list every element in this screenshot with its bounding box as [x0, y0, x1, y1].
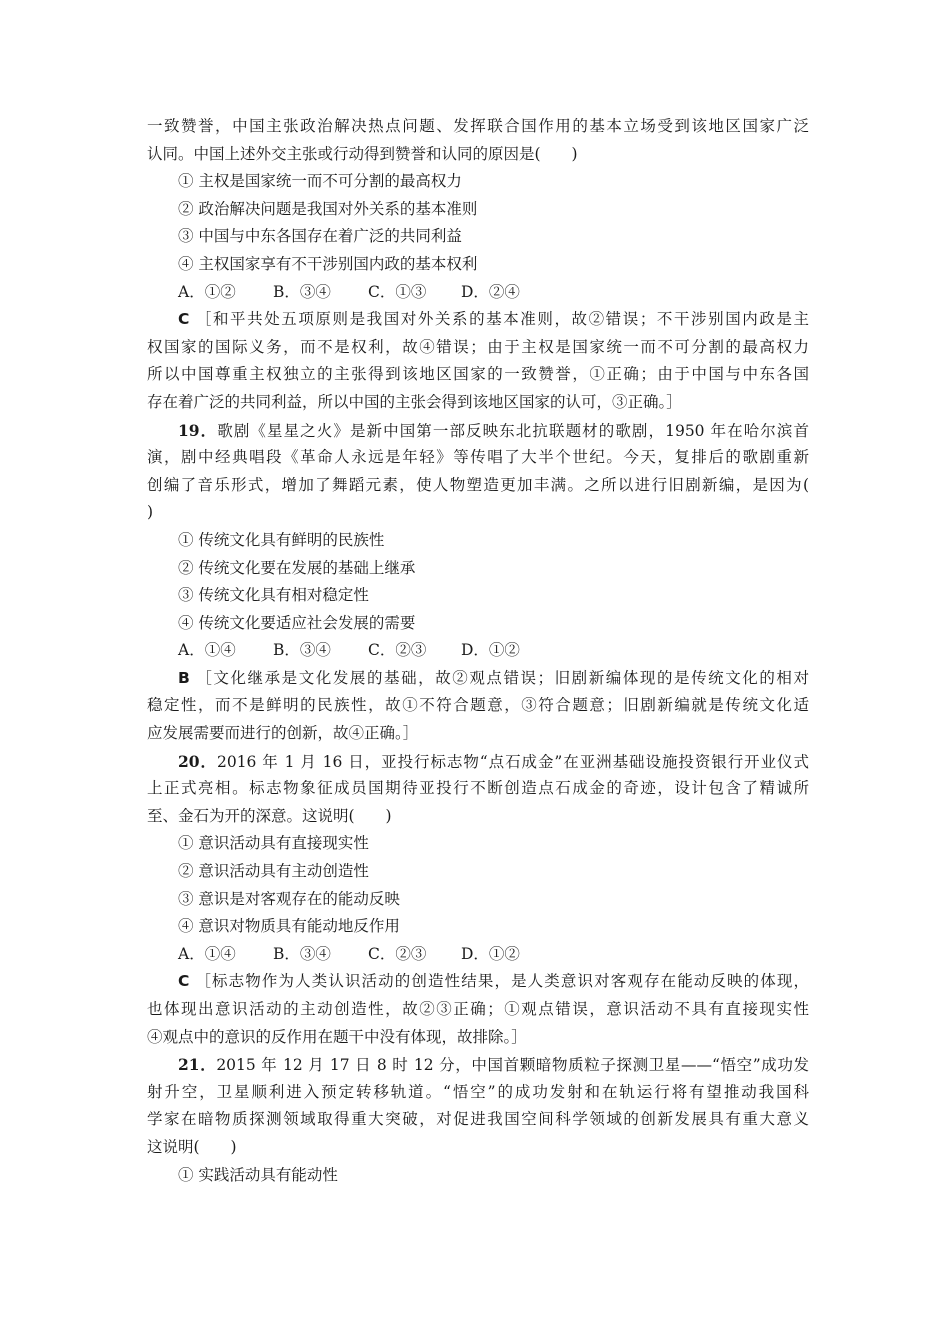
question-number: 21． — [178, 1055, 217, 1075]
choice-a: A．①④ — [178, 641, 236, 660]
question-20-option: ④ 意识对物质具有能动地反作用 — [178, 917, 400, 936]
choice-b: B．③④ — [273, 944, 331, 963]
choice-d: D．①② — [461, 641, 520, 660]
question-19-choices — [147, 637, 809, 665]
choice-c: C．②③ — [368, 641, 427, 660]
question-18-option: ① 主权是国家统一而不可分割的最高权力 — [178, 172, 462, 191]
answer-explanation-line: 权国家的国际义务，而不是权利，故④错误；由于主权是国家统一而不可分割的最高权力 — [147, 337, 809, 356]
question-20-stem-line: 上正式亮相。标志物象征成员国期待亚投行不断创造点石成金的奇迹，设计包含了精诚所 — [147, 779, 809, 798]
explanation-text: ［文化继承是文化发展的基础，故②观点错误；旧剧新编体现的是传统文化的相对 — [196, 668, 809, 687]
choice-a: A．①④ — [178, 944, 236, 963]
question-text: 2016 年 1 月 16 日，亚投行标志物“点石成金”在亚洲基础设施投资银行开业仪式 — [216, 752, 809, 771]
question-20-stem-line: 至、金石为开的深意。这说明( ) — [147, 806, 392, 825]
choice-b: B．③④ — [273, 282, 331, 301]
question-18-option: ③ 中国与中东各国存在着广泛的共同利益 — [178, 227, 462, 246]
answer-explanation-line: 也体现出意识活动的主动创造性，故②③正确；①观点错误，意识活动不具有直接现实性 — [147, 1000, 809, 1018]
explanation-text: ［标志物作为人类认识活动的创造性结果，是人类意识对客观存在能动反映的体现， — [195, 972, 809, 991]
question-number: 20． — [178, 751, 217, 771]
question-text: 歌剧《星星之火》是新中国第一部反映东北抗联题材的歌剧，1950 年在哈尔滨首 — [217, 421, 809, 440]
question-21-stem-line: 学家在暗物质探测领域取得重大突破，对促进我国空间科学领域的创新发展具有重大意义 — [147, 1110, 809, 1129]
question-18-stem-line: 认同。中国上述外交主张或行动得到赞誉和认同的原因是( ) — [147, 144, 578, 163]
question-19-option: ① 传统文化具有鲜明的民族性 — [178, 530, 385, 549]
question-20-option: ② 意识活动具有主动创造性 — [178, 862, 369, 881]
question-21-stem-line — [147, 1051, 809, 1079]
answer-explanation-line — [147, 665, 809, 693]
question-20-stem-line — [147, 748, 809, 776]
answer-explanation-line: 应发展需要而进行的创新，故④正确。］ — [147, 724, 419, 743]
question-19-option: ② 传统文化要在发展的基础上继承 — [178, 558, 416, 577]
answer-explanation-line: 所以中国尊重主权独立的主张得到该地区国家的一致赞誉，①正确；由于中国与中东各国 — [147, 365, 809, 384]
question-19-option: ③ 传统文化具有相对稳定性 — [178, 586, 369, 605]
question-19-option: ④ 传统文化要适应社会发展的需要 — [178, 613, 416, 632]
answer-letter: C — [178, 310, 190, 329]
question-21-option: ① 实践活动具有能动性 — [178, 1165, 338, 1184]
question-20-choices — [147, 941, 809, 969]
choice-c: C．②③ — [368, 944, 427, 963]
question-21-stem-line: 射升空，卫星顺利进入预定转移轨道。“悟空”的成功发射和在轨运行将有望推动我国科 — [147, 1082, 809, 1101]
question-18-option: ④ 主权国家享有不干涉别国内政的基本权利 — [178, 254, 478, 273]
question-19-stem-line: 演，剧中经典唱段《革命人永远是年轻》等传唱了大半个世纪。今天，复排后的歌剧重新 — [147, 448, 809, 467]
question-21-stem-line: 这说明( ) — [147, 1137, 237, 1156]
answer-letter: B — [178, 668, 190, 687]
answer-explanation-line: 稳定性，而不是鲜明的民族性，故①不符合题意，③符合题意；旧剧新编就是传统文化适 — [147, 696, 809, 715]
choice-d: D．②④ — [461, 282, 520, 301]
answer-letter: C — [178, 972, 190, 991]
question-19-stem-line: ) — [147, 503, 154, 522]
question-18-choices — [147, 279, 809, 307]
question-18-stem-line: 一致赞誉，中国主张政治解决热点问题、发挥联合国作用的基本立场受到该地区国家广泛 — [147, 117, 809, 135]
choice-c: C．①③ — [368, 282, 427, 301]
question-number: 19． — [178, 420, 218, 440]
answer-explanation-line: 存在着广泛的共同利益，所以中国的主张会得到该地区国家的认可，③正确。］ — [147, 392, 682, 411]
answer-explanation-line: ④观点中的意识的反作用在题干中没有体现，故排除。］ — [147, 1027, 527, 1046]
choice-b: B．③④ — [273, 641, 331, 660]
question-text: 2015 年 12 月 17 日 8 时 12 分，中国首颗暗物质粒子探测卫星——“悟空”成功发 — [216, 1056, 809, 1075]
answer-explanation-line — [147, 968, 809, 996]
answer-explanation-line — [147, 306, 809, 334]
question-20-option: ① 意识活动具有直接现实性 — [178, 834, 369, 853]
question-19-stem-line — [147, 417, 809, 445]
question-18-option: ② 政治解决问题是我国对外关系的基本准则 — [178, 199, 478, 218]
document-page — [147, 113, 809, 1189]
question-19-stem-line: 创编了音乐形式，增加了舞蹈元素，使人物塑造更加丰满。之所以进行旧剧新编，是因为( — [147, 475, 809, 494]
choice-a: A．①② — [178, 282, 236, 301]
explanation-text: ［和平共处五项原则是我国对外关系的基本准则，故②错误；不干涉别国内政是主 — [195, 310, 809, 329]
question-20-option: ③ 意识是对客观存在的能动反映 — [178, 889, 400, 908]
choice-d: D．①② — [461, 944, 520, 963]
